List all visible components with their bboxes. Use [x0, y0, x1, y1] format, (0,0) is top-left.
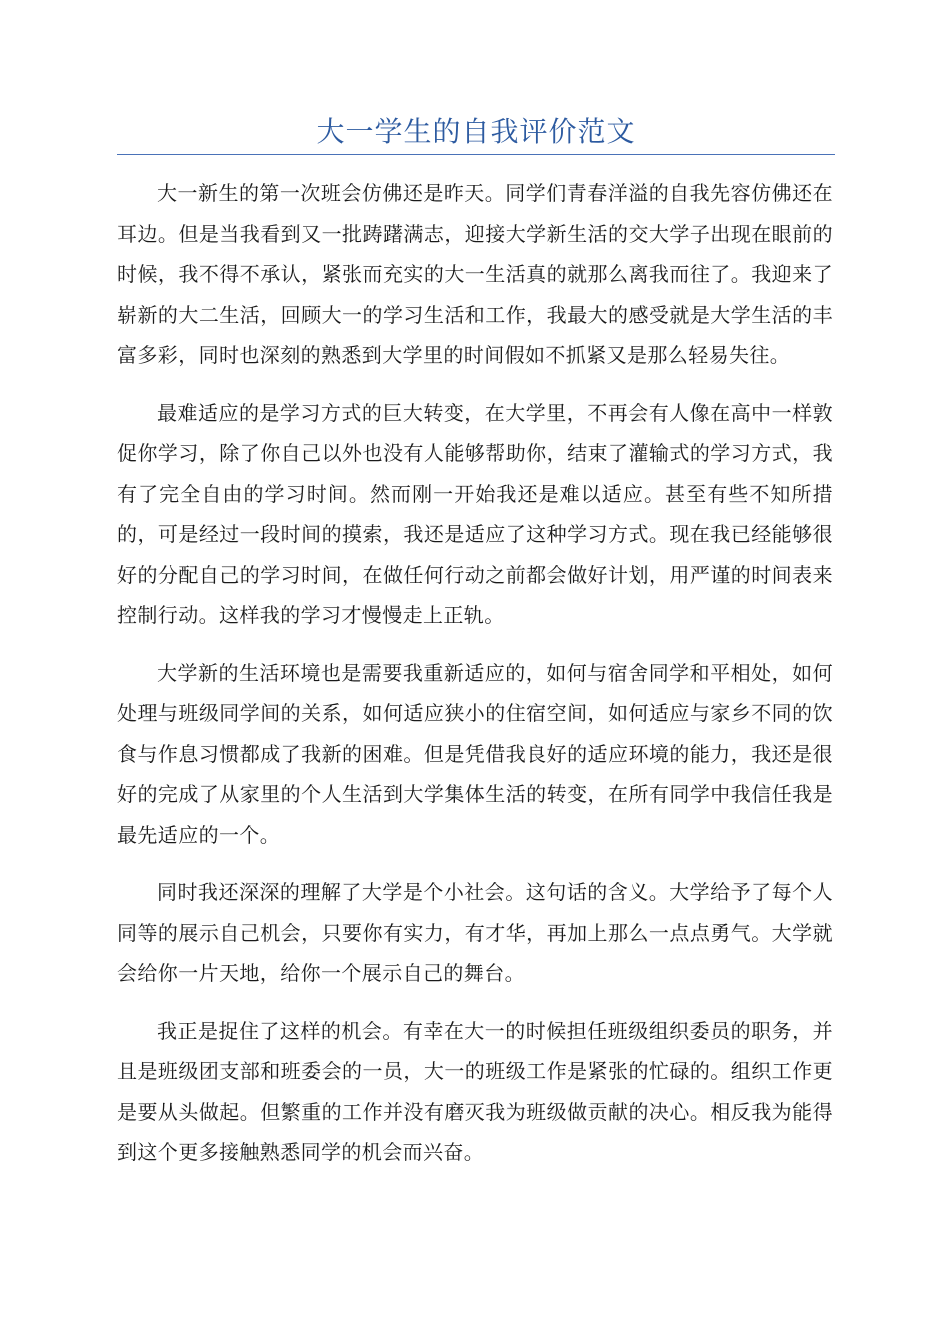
document-body: [117, 173, 833, 1190]
paragraph-5: 我正是捉住了这样的机会。有幸在大一的时候担任班级组织委员的职务，并且是班级团支部和班委会的一员，大一的班级工作是紧张的忙碌的。组织工作更是要从头做起。但繁重的工作并没有磨灭我为班级做贡献的决心。相反我为能得到这个更多接触熟悉同学的机会而兴奋。: [117, 1018, 833, 1164]
title-underline: [117, 154, 835, 155]
paragraph-3: 大学新的生活环境也是需要我重新适应的，如何与宿舍同学和平相处，如何处理与班级同学间的关系，如何适应狭小的住宿空间，如何适应与家乡不同的饮食与作息习惯都成了我新的困难。但是凭借我良好的适应环境的能力，我还是很好的完成了从家里的个人生活到大学集体生活的转变，在所有同学中我信任我是最先适应的一个。: [117, 660, 833, 847]
paragraph-1: 大一新生的第一次班会仿佛还是昨天。同学们青春洋溢的自我先容仿佛还在耳边。但是当我看到又一批踌躇满志，迎接大学新生活的交大学子出现在眼前的时候，我不得不承认，紧张而充实的大一生活真的就那么离我而往了。我迎来了崭新的大二生活，回顾大一的学习生活和工作，我最大的感受就是大学生活的丰富多彩，同时也深刻的熟悉到大学里的时间假如不抓紧又是那么轻易失往。: [117, 181, 833, 367]
paragraph-4: 同时我还深深的理解了大学是个小社会。这句话的含义。大学给予了每个人同等的展示自己机会，只要你有实力，有才华，再加上那么一点点勇气。大学就会给你一片天地，给你一个展示自己的舞台。: [117, 880, 833, 985]
paragraph-2: 最难适应的是学习方式的巨大转变，在大学里，不再会有人像在高中一样敦促你学习，除了你自己以外也没有人能够帮助你，结束了灌输式的学习方式，我有了完全自由的学习时间。然而刚一开始我还是难以适应。甚至有些不知所措的，可是经过一段时间的摸索，我还是适应了这种学习方式。现在我已经能够很好的分配自己的学习时间，在做任何行动之前都会做好计划，用严谨的时间表来控制行动。这样我的学习才慢慢走上正轨。: [117, 400, 833, 627]
document-title: 大一学生的自我评价范文: [316, 115, 636, 148]
